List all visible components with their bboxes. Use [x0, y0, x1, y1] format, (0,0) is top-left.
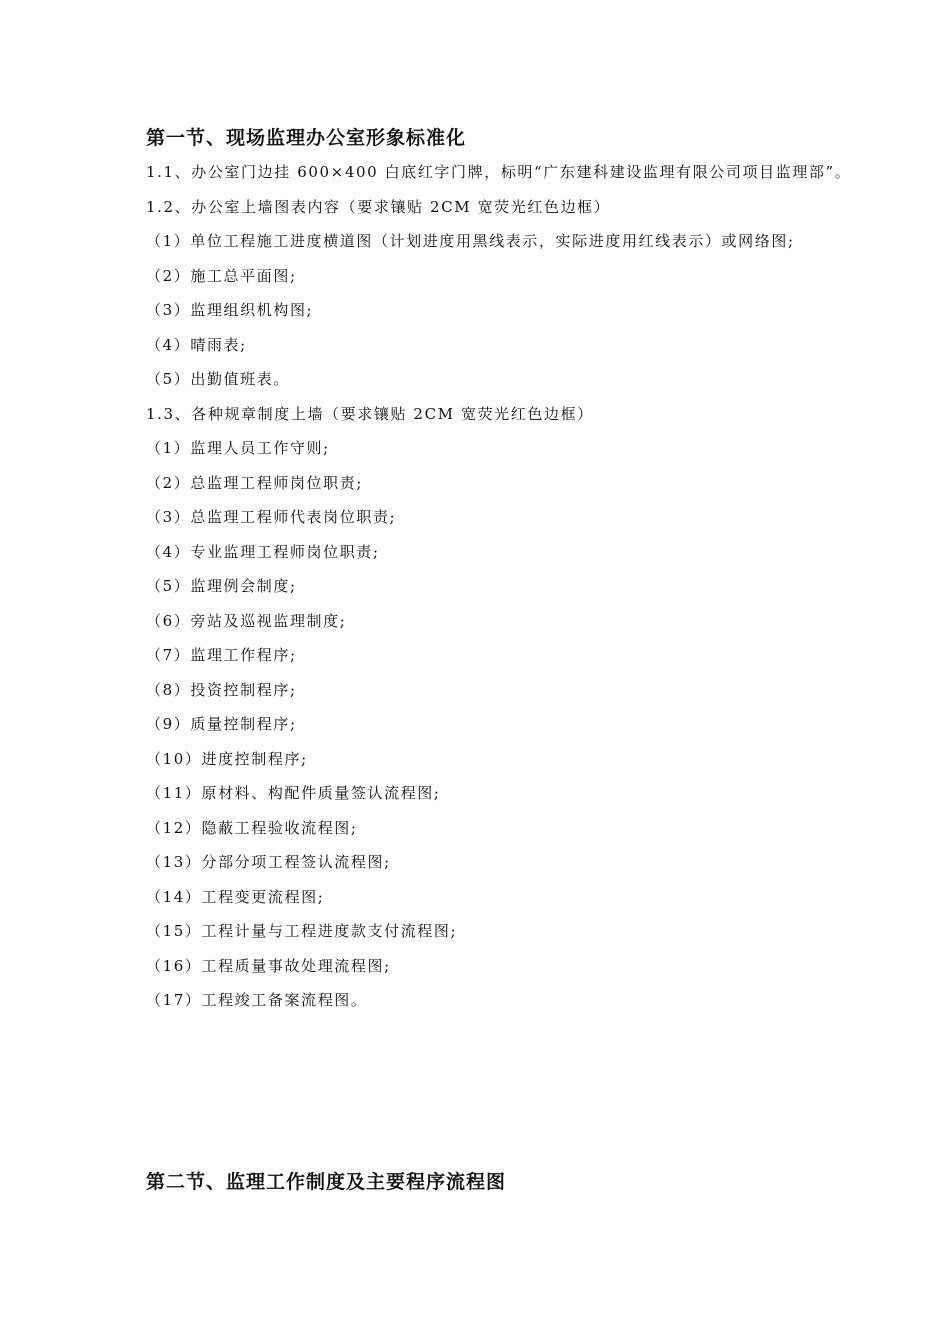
list-item: （8）投资控制程序;	[146, 680, 297, 699]
list-item: （6）旁站及巡视监理制度;	[146, 611, 347, 630]
section-1-heading: 第一节、现场监理办公室形象标准化	[146, 127, 467, 149]
item-1-1: 1.1、办公室门边挂 600×400 白底红字门牌，标明“广东建科建设监理有限公司项目监理部”。	[146, 163, 852, 181]
section-1-body	[146, 155, 881, 1018]
list-item: （7）监理工作程序;	[146, 646, 297, 664]
list-item: （12）隐蔽工程验收流程图;	[146, 818, 358, 837]
list-item: （3）总监理工程师代表岗位职责;	[146, 508, 397, 526]
item-1-3: 1.3、各种规章制度上墙（要求镶贴 2CM 宽荧光红色边框）	[146, 404, 594, 423]
list-item: （17）工程竣工备案流程图。	[146, 991, 368, 1009]
list-item: （16）工程质量事故处理流程图;	[146, 956, 391, 975]
list-item: （15）工程计量与工程进度款支付流程图;	[146, 922, 458, 940]
list-item: （1）单位工程施工进度横道图（计划进度用黑线表示，实际进度用红线表示）或网络图;	[146, 232, 795, 250]
list-item: （5）监理例会制度;	[146, 577, 297, 595]
list-item: （2）施工总平面图;	[146, 266, 297, 285]
section-2-heading: 第二节、监理工作制度及主要程序流程图	[146, 1171, 507, 1193]
list-item: （3）监理组织机构图;	[146, 301, 314, 319]
list-item: （9）质量控制程序;	[146, 715, 297, 733]
item-1-2: 1.2、办公室上墙图表内容（要求镶贴 2CM 宽荧光红色边框）	[146, 197, 611, 216]
list-item: （4）专业监理工程师岗位职责;	[146, 542, 380, 561]
list-item: （5）出勤值班表。	[146, 370, 290, 388]
list-item: （2）总监理工程师岗位职责;	[146, 473, 363, 492]
list-item: （1）监理人员工作守则;	[146, 439, 330, 457]
list-item: （4）晴雨表;	[146, 335, 247, 354]
list-item: （14）工程变更流程图;	[146, 887, 325, 906]
list-item: （13）分部分项工程签认流程图;	[146, 853, 391, 871]
list-item: （10）进度控制程序;	[146, 749, 308, 768]
list-item: （11）原材料、构配件质量签认流程图;	[146, 784, 441, 802]
